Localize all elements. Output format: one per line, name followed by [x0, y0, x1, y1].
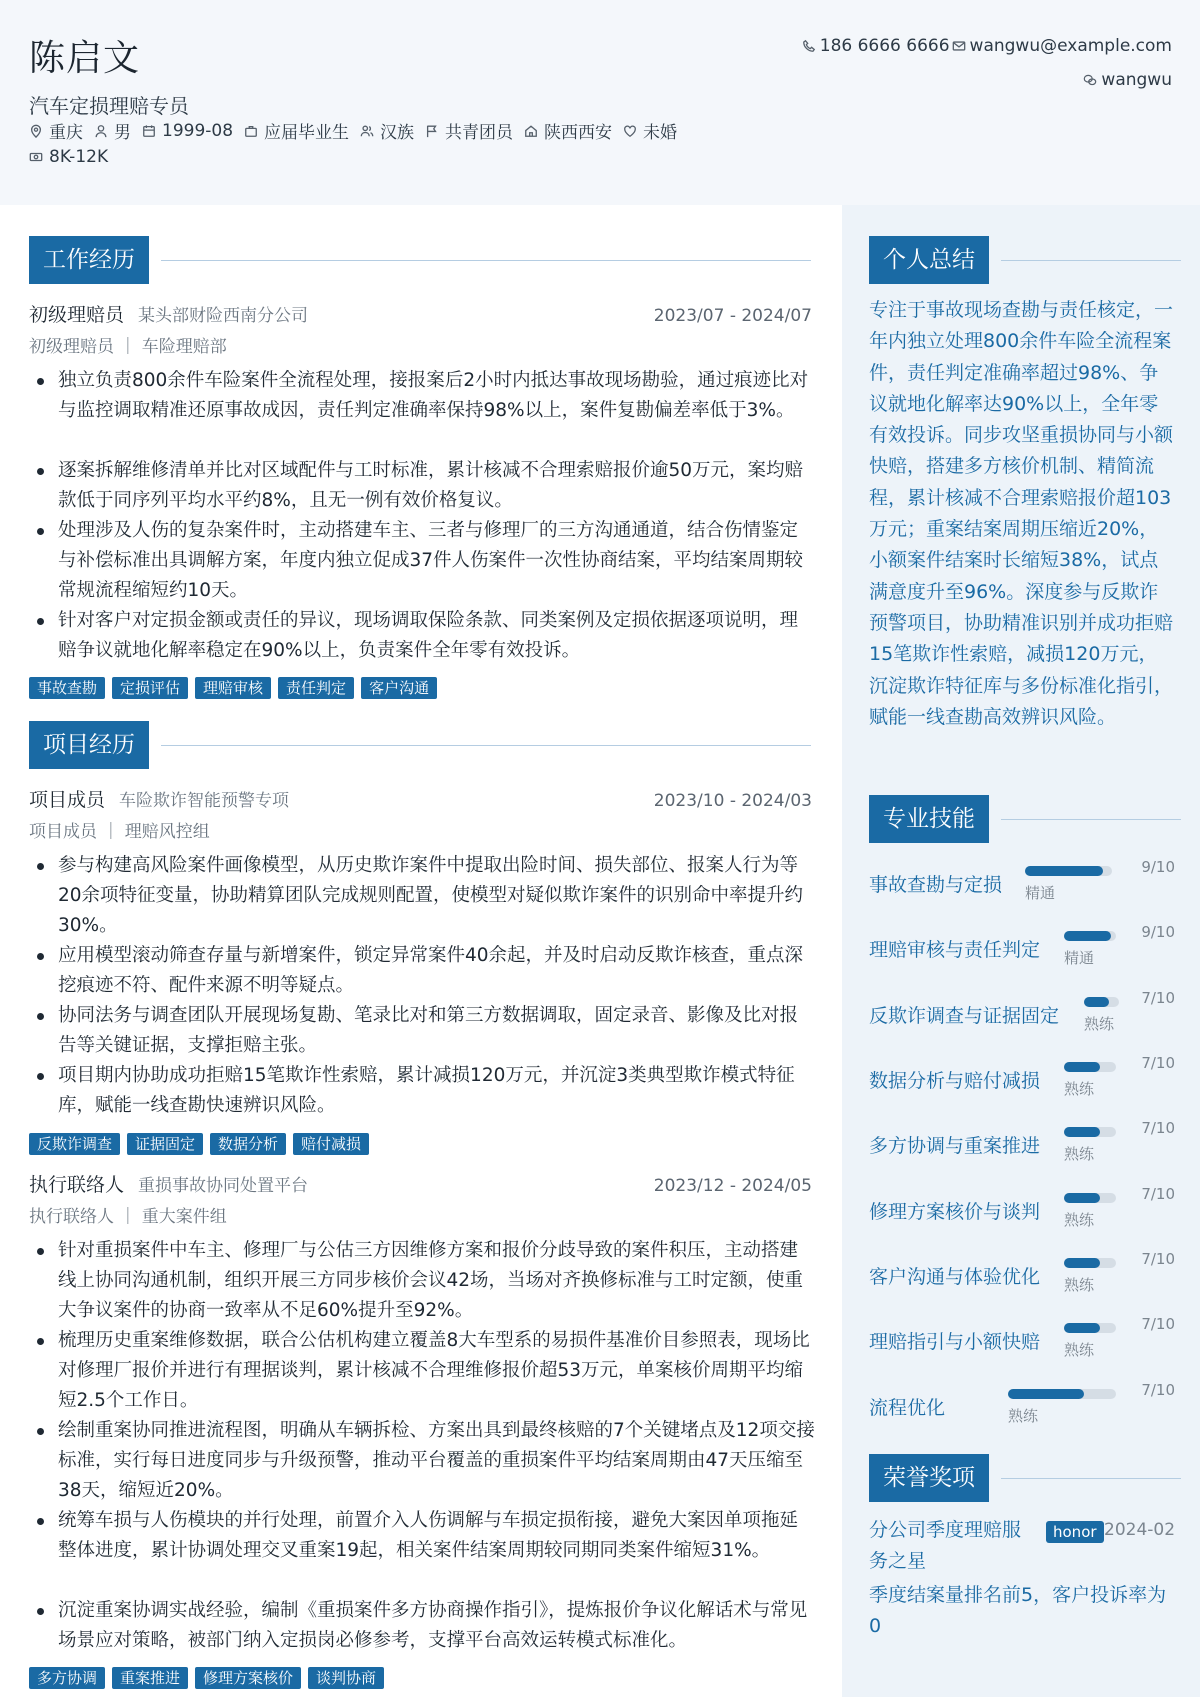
phone-icon	[802, 39, 816, 53]
skill-name: 数据分析与赔付减损	[869, 1070, 1041, 1092]
project-bullet: 统筹车损与人伤模块的并行处理，前置介入人伤调解与车损定损衔接，避免大案因单项拖延整体进度，累计协调处理交叉重案19起，相关案件结案周期较同期同类案件缩短31%。	[58, 1506, 816, 1566]
skill-row	[869, 987, 1175, 1047]
salary-text: 8K-12K	[49, 147, 109, 167]
project-section-title: 项目经历	[29, 721, 149, 769]
skill-row	[869, 1313, 1175, 1373]
skill-score: 7/10	[1141, 1315, 1175, 1333]
project-bullet: 梳理历史重案维修数据，联合公估机构建立覆盖8大车型系的易损件基准价目参照表，现场比对修理厂报价并进行有理据谈判，累计核减不合理维修报价超53万元，单案核价周期平均缩短2.5个工作日。	[58, 1326, 816, 1416]
section-divider	[1001, 1478, 1181, 1479]
skill-bar	[1064, 1062, 1116, 1072]
skills-section-header	[869, 795, 1181, 843]
info-gender	[94, 118, 131, 143]
award-title: 分公司季度理赔服务之星	[869, 1519, 1022, 1572]
summary-section-header	[869, 236, 1181, 284]
work-bullet: 逐案拆解维修清单并比对区域配件与工时标准，累计核减不合理索赔报价逾50万元，案均赔款低于同序列平均水平约8%，且无一例有效价格复议。	[58, 456, 816, 516]
project-date: 2023/12 - 2024/05	[653, 1176, 812, 1196]
skill-row	[869, 1117, 1175, 1177]
award-date: 2024-02	[1104, 1520, 1176, 1540]
skill-bar-fill	[1064, 1258, 1100, 1268]
personal-info	[29, 118, 688, 143]
skill-name: 流程优化	[869, 1397, 946, 1419]
info-political-text: 共青团员	[445, 123, 514, 143]
info-ethnicity-text: 汉族	[380, 123, 415, 143]
skill-name: 理赔指引与小额快赔	[869, 1331, 1041, 1353]
info-ethnicity	[360, 118, 414, 143]
email-address[interactable]: wangwu@example.com	[969, 36, 1172, 56]
info-experience-text: 应届毕业生	[264, 123, 350, 143]
skill-score: 9/10	[1141, 923, 1175, 941]
skill-bar	[1064, 931, 1116, 941]
project-date: 2023/10 - 2024/03	[653, 791, 812, 811]
skill-bar-fill	[1084, 997, 1109, 1007]
skill-score: 7/10	[1141, 1250, 1175, 1268]
skill-name: 事故查勘与定损	[869, 874, 1003, 896]
skill-bar-fill	[1064, 1323, 1100, 1333]
work-company: 某头部财险西南分公司	[138, 306, 309, 326]
skill-tag: 多方协调	[29, 1667, 105, 1689]
work-bullet: 独立负责800余件车险案件全流程处理，接报案后2小时内抵达事故现场勘验，通过痕迹比对与监控调取精准还原事故成因，责任判定准确率保持98%以上，案件复勘偏差率低于3%。	[58, 366, 816, 426]
skill-bar-fill	[1008, 1389, 1084, 1399]
skill-name: 修理方案核价与谈判	[869, 1201, 1041, 1223]
heart-icon	[623, 124, 637, 138]
contact-row	[802, 36, 1172, 56]
project-bullet: 绘制重案协同推进流程图，明确从车辆拆检、方案出具到最终核赔的7个关键堵点及12项交接标准，实行每日进度同步与升级预警，推动平台覆盖的重损案件平均结案周期由47天压缩至38天，缩短近20%。	[58, 1416, 816, 1506]
project-name: 重损事故协同处置平台	[138, 1176, 309, 1196]
skill-tag: 事故查勘	[29, 677, 105, 699]
work-tags	[29, 677, 444, 699]
skill-row	[869, 1183, 1175, 1243]
skill-tag: 重案推进	[112, 1667, 188, 1689]
skill-level: 熟练	[1064, 1211, 1095, 1229]
work-bullet: 针对客户对定损金额或责任的异议，现场调取保险条款、同类案例及定损依据逐项说明，理赔争议就地化解率稳定在90%以上，负责案件全年零有效投诉。	[58, 606, 816, 666]
skill-row	[869, 1052, 1175, 1112]
project-bullet: 项目期内协助成功拒赔15笔欺诈性索赔，累计减损120万元，并沉淀3类典型欺诈模式特征库，赋能一线查勘快速辨识风险。	[58, 1061, 816, 1121]
skill-level: 精通	[1025, 884, 1056, 902]
project-bullet: 协同法务与调查团队开展现场复勘、笔录比对和第三方数据调取，固定录音、影像及比对报告等关键证据，支撑拒赔主张。	[58, 1001, 816, 1061]
work-section-title: 工作经历	[29, 236, 149, 284]
info-marital	[623, 118, 677, 143]
wechat-icon	[1083, 73, 1097, 87]
skill-level: 精通	[1064, 949, 1095, 967]
work-section-header	[29, 236, 811, 284]
skill-bar	[1008, 1389, 1116, 1399]
skill-row	[869, 921, 1175, 981]
project-bullet: 针对重损案件中车主、修理厂与公估三方因维修方案和报价分歧导致的案件积压，主动搭建线上协同沟通机制，组织开展三方同步核价会议42场，当场对齐换修标准与工时定额，使重大争议案件的协商一致率从不足60%提升至92%。	[58, 1236, 816, 1326]
project-entry-header	[29, 1170, 812, 1197]
skill-level: 熟练	[1064, 1080, 1095, 1098]
skill-tag: 谈判协商	[308, 1667, 384, 1689]
project-bullet: 沉淀重案协调实战经验，编制《重损案件多方协商操作指引》，提炼报价争议化解话术与常见场景应对策略，被部门纳入定损岗必修参考，支撑平台高效运转模式标准化。	[58, 1596, 816, 1656]
phone-number[interactable]: 186 6666 6666	[819, 36, 950, 56]
skill-bar-fill	[1064, 1062, 1100, 1072]
project-bullet: 参与构建高风险案件画像模型，从历史欺诈案件中提取出险时间、损失部位、报案人行为等20余项特征变量，协助精算团队完成规则配置，使模型对疑似欺诈案件的识别命中率提升约30%。	[58, 851, 816, 941]
project-subtitle: 执行联络人 ｜ 重大案件组	[29, 1207, 227, 1227]
section-divider	[1001, 819, 1181, 820]
project-tags	[29, 1133, 376, 1155]
skill-tag: 责任判定	[278, 677, 354, 699]
skill-bar	[1064, 1323, 1116, 1333]
skill-level: 熟练	[1064, 1341, 1095, 1359]
candidate-name: 陈启文	[29, 38, 141, 79]
skill-bar	[1064, 1127, 1116, 1137]
skill-bar	[1064, 1258, 1116, 1268]
section-divider	[161, 745, 811, 746]
skill-row	[869, 1248, 1175, 1308]
info-birth	[142, 121, 233, 141]
skill-bar	[1025, 866, 1112, 876]
info-hometown-text: 陕西西安	[544, 123, 613, 143]
awards-section-header	[869, 1454, 1181, 1502]
work-role: 初级理赔员	[29, 304, 125, 326]
wechat-row	[1083, 70, 1172, 90]
project-name: 车险欺诈智能预警专项	[119, 791, 290, 811]
briefcase-icon	[244, 124, 258, 138]
info-location	[29, 118, 83, 143]
info-location-text: 重庆	[49, 123, 83, 143]
email-icon	[952, 39, 966, 53]
calendar-icon	[142, 124, 156, 138]
project-role: 项目成员	[29, 789, 106, 811]
info-hometown	[524, 118, 612, 143]
section-divider	[1001, 260, 1181, 261]
skill-name: 客户沟通与体验优化	[869, 1266, 1041, 1288]
skill-level: 熟练	[1084, 1015, 1115, 1033]
info-birth-text: 1999-08	[162, 120, 234, 141]
gender-icon	[94, 124, 108, 138]
skill-score: 7/10	[1141, 1119, 1175, 1137]
info-marital-text: 未婚	[643, 123, 678, 143]
skill-tag: 理赔审核	[195, 677, 271, 699]
skill-bar-fill	[1025, 866, 1103, 876]
work-date: 2023/07 - 2024/07	[653, 306, 812, 326]
money-icon	[29, 150, 43, 164]
skill-score: 7/10	[1141, 989, 1175, 1007]
award-description: 季度结案量排名前5，客户投诉率为0	[869, 1584, 1167, 1637]
summary-section-title: 个人总结	[869, 236, 989, 284]
skill-bar-fill	[1064, 931, 1111, 941]
skill-tag: 反欺诈调查	[29, 1133, 120, 1155]
skill-tag: 修理方案核价	[195, 1667, 301, 1689]
skill-bar-fill	[1064, 1193, 1100, 1203]
award-badge: honor	[1046, 1521, 1104, 1543]
project-section-header	[29, 721, 811, 769]
skill-name: 反欺诈调查与证据固定	[869, 1005, 1060, 1027]
project-tags	[29, 1667, 391, 1689]
work-subtitle: 初级理赔员 ｜ 车险理赔部	[29, 337, 227, 357]
target-position: 汽车定损理赔专员	[29, 94, 189, 118]
skill-bar	[1064, 1193, 1116, 1203]
skill-row	[869, 856, 1175, 916]
skill-tag: 数据分析	[210, 1133, 286, 1155]
project-subtitle: 项目成员 ｜ 理赔风控组	[29, 822, 210, 842]
summary-text: 专注于事故现场查勘与责任核定，一年内独立处理800余件车险全流程案件，责任判定准确率超过98%、争议就地化解率达90%以上，全年零有效投诉。同步攻坚重损协同与小额快赔，搭建多方核价机制、精简流程，累计核减不合理索赔报价超103万元；重案结案周期压缩近20%，小额案件结案时长缩短38%，试点满意度升至96%。深度参与反欺诈预警项目，协助精准识别并成功拒赔15笔欺诈性索赔，减损120万元，沉淀欺诈特征库与多份标准化指引，赋能一线查勘高效辨识风险。	[869, 299, 1174, 728]
skills-section-title: 专业技能	[869, 795, 989, 843]
skill-level: 熟练	[1064, 1145, 1095, 1163]
skill-name: 理赔审核与责任判定	[869, 939, 1041, 961]
skill-tag: 客户沟通	[361, 677, 437, 699]
people-icon	[360, 124, 374, 138]
skill-level: 熟练	[1008, 1407, 1039, 1425]
skill-score: 7/10	[1141, 1185, 1175, 1203]
skill-tag: 证据固定	[127, 1133, 203, 1155]
skill-bar-fill	[1064, 1127, 1100, 1137]
project-role: 执行联络人	[29, 1174, 125, 1196]
info-gender-text: 男	[114, 123, 131, 143]
project-bullet: 应用模型滚动筛查存量与新增案件，锁定异常案件40余起，并及时启动反欺诈核查，重点深挖痕迹不符、配件来源不明等疑点。	[58, 941, 816, 1001]
work-entry-header	[29, 300, 812, 327]
skill-score: 9/10	[1141, 858, 1175, 876]
wechat-id[interactable]: wangwu	[1101, 70, 1172, 90]
salary-info	[29, 147, 119, 167]
skill-bar	[1084, 997, 1119, 1007]
project-entry-header	[29, 785, 812, 812]
skill-score: 7/10	[1141, 1381, 1175, 1399]
awards-section-title: 荣誉奖项	[869, 1454, 989, 1502]
info-salary	[29, 147, 108, 167]
skill-row	[869, 1379, 1175, 1439]
skill-level: 熟练	[1064, 1276, 1095, 1294]
location-icon	[29, 124, 43, 138]
skill-tag: 定损评估	[112, 677, 188, 699]
skill-name: 多方协调与重案推进	[869, 1135, 1041, 1157]
skill-tag: 赔付减损	[293, 1133, 369, 1155]
work-bullet: 处理涉及人伤的复杂案件时，主动搭建车主、三者与修理厂的三方沟通通道，结合伤情鉴定与补偿标准出具调解方案，年度内独立促成37件人伤案件一次性协商结案，平均结案周期较常规流程缩短约10天。	[58, 516, 816, 606]
flag-icon	[425, 124, 439, 138]
info-experience	[244, 118, 349, 143]
section-divider	[161, 260, 811, 261]
skill-score: 7/10	[1141, 1054, 1175, 1072]
info-political	[425, 118, 513, 143]
home-icon	[524, 124, 538, 138]
